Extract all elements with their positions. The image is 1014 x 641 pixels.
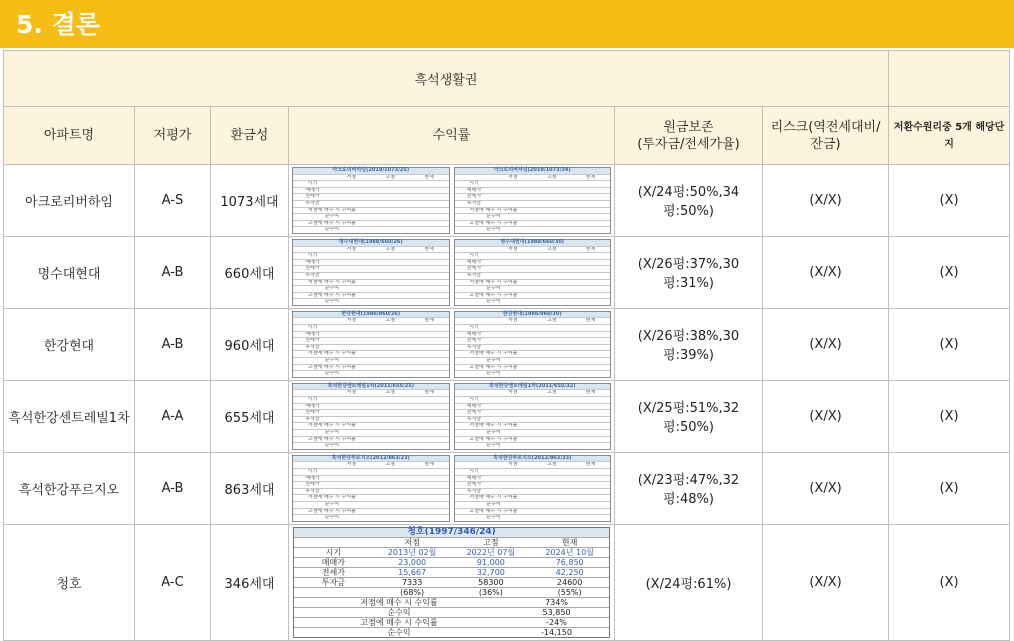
apartment-units: 863세대 (211, 452, 289, 524)
risk-value: (X/X) (763, 236, 889, 308)
conclusion-table (3, 50, 1010, 641)
mini-title: 명수대현대(1988/660/26) (293, 240, 449, 246)
group-header: 흑석생활권 (4, 51, 889, 107)
apartment-grade: A-S (135, 165, 211, 237)
risk-value: (X/X) (763, 452, 889, 524)
col-grade: 저평가 (135, 107, 211, 165)
return-mini-table: 명수대현대(1988/660/26) 저점 고점 현재 시기 매매가 전세가 투자금 저점에 매수 시 수익률 순수익 고점에 매수 시 수익률 순수익 (292, 239, 450, 306)
return-cell (289, 165, 615, 237)
apartment-row (4, 452, 1010, 524)
apartment-row (4, 380, 1010, 452)
principal-value: (X/26평:38%,30평:39%) (615, 308, 763, 380)
apartment-row (4, 165, 1010, 237)
return-mini-table: 명수대현대(1988/660/30) 저점 고점 현재 시기 매매가 전세가 투자금 저점에 매수 시 수익률 순수익 고점에 매수 시 수익률 순수익 (454, 239, 612, 306)
apartment-grade: A-C (135, 524, 211, 640)
apartment-row (4, 236, 1010, 308)
mini-title: 한강현대(1986/960/30) (455, 312, 611, 318)
mini-title: 명수대현대(1988/660/30) (455, 240, 611, 246)
risk-value: (X/X) (763, 524, 889, 640)
mini-title: 한강현대(1986/960/26) (293, 312, 449, 318)
apartment-name: 아크로리버하임 (4, 165, 135, 237)
apartment-units: 655세대 (211, 380, 289, 452)
col-return: 수익률 (289, 107, 615, 165)
apartment-units: 660세대 (211, 236, 289, 308)
group-header-blank (889, 51, 1010, 107)
return-cell (289, 452, 615, 524)
match-value: (X) (889, 380, 1010, 452)
return-mini-table: 흑석한강푸르지오(2012/863/33) 저점 고점 현재 시기 매매가 전세가 투자금 저점에 매수 시 수익률 순수익 고점에 매수 시 수익률 순수익 (454, 455, 612, 522)
apartment-grade: A-B (135, 308, 211, 380)
mini-title: 아크로리버하임(2019/1073/34) (455, 168, 611, 174)
risk-value: (X/X) (763, 165, 889, 237)
column-header-row (4, 107, 1010, 165)
apartment-grade: A-B (135, 236, 211, 308)
apartment-name: 한강현대 (4, 308, 135, 380)
apartment-units: 960세대 (211, 308, 289, 380)
section-title: 5. 결론 (16, 10, 100, 39)
apartment-row (4, 308, 1010, 380)
return-cell (289, 236, 615, 308)
mini-title: 흑석한강푸르지오(2012/863/33) (455, 456, 611, 462)
return-mini-table: 흑석한강푸르지오(2012/863/23) 저점 고점 현재 시기 매매가 전세가 투자금 저점에 매수 시 수익률 순수익 고점에 매수 시 수익률 순수익 (292, 455, 450, 522)
col-apartment: 아파트명 (4, 107, 135, 165)
apartment-name: 명수대현대 (4, 236, 135, 308)
return-table-cheongho: 청호(1997/346/24) 저점 고점 현재 시기 2013년 02월 2022년 07월 2024년 10월 매매가 23,000 91,000 76,850 전세가 15,667 32,700 42,250 투자금 7333 58300 24600 (68%) (36%) (55%) 저점에 매수 시 수익률 734% 순수익 53,850 고점에 매수 시 수익률 -24% 순수익 -14,150 (293, 527, 610, 638)
apartment-units: 346세대 (211, 524, 289, 640)
col-liquidity: 환금성 (211, 107, 289, 165)
mini-title: 흑석한강센트레빌1차(2011/655/32) (455, 384, 611, 390)
match-value: (X) (889, 452, 1010, 524)
return-mini-table: 흑석한강센트레빌1차(2011/655/25) 저점 고점 현재 시기 매매가 전세가 투자금 저점에 매수 시 수익률 순수익 고점에 매수 시 수익률 순수익 (292, 383, 450, 450)
return-cell (289, 308, 615, 380)
mini-title: 흑석한강센트레빌1차(2011/655/25) (293, 384, 449, 390)
principal-value: (X/25평:51%,32평:50%) (615, 380, 763, 452)
return-mini-table: 흑석한강센트레빌1차(2011/655/32) 저점 고점 현재 시기 매매가 전세가 투자금 저점에 매수 시 수익률 순수익 고점에 매수 시 수익률 순수익 (454, 383, 612, 450)
risk-value: (X/X) (763, 308, 889, 380)
return-cell (289, 524, 615, 640)
section-title-bar (0, 0, 1014, 48)
col-match: 저환수원리중 5개 해당단지 (889, 107, 1010, 165)
return-cell (289, 380, 615, 452)
apartment-name: 청호 (4, 524, 135, 640)
match-value: (X) (889, 165, 1010, 237)
apartment-name: 흑석한강센트레빌1차 (4, 380, 135, 452)
col-principal: 원금보존 (투자금/전세가율) (615, 107, 763, 165)
risk-value: (X/X) (763, 380, 889, 452)
return-mini-table: 아크로리버하임(2019/1073/25) 저점 고점 현재 시기 매매가 전세가 투자금 저점에 매수 시 수익률 순수익 고점에 매수 시 수익률 순수익 (292, 167, 450, 234)
principal-value: (X/24평:50%,34평:50%) (615, 165, 763, 237)
apartment-row (4, 524, 1010, 640)
principal-value: (X/23평:47%,32평:48%) (615, 452, 763, 524)
apartment-grade: A-A (135, 380, 211, 452)
apartment-units: 1073세대 (211, 165, 289, 237)
apartment-grade: A-B (135, 452, 211, 524)
mini-title: 아크로리버하임(2019/1073/25) (293, 168, 449, 174)
return-mini-table: 한강현대(1986/960/26) 저점 고점 현재 시기 매매가 전세가 투자금 저점에 매수 시 수익률 순수익 고점에 매수 시 수익률 순수익 (292, 311, 450, 378)
match-value: (X) (889, 236, 1010, 308)
principal-value: (X/24평:61%) (615, 524, 763, 640)
match-value: (X) (889, 308, 1010, 380)
return-mini-table: 아크로리버하임(2019/1073/34) 저점 고점 현재 시기 매매가 전세가 투자금 저점에 매수 시 수익률 순수익 고점에 매수 시 수익률 순수익 (454, 167, 612, 234)
return-mini-table: 한강현대(1986/960/30) 저점 고점 현재 시기 매매가 전세가 투자금 저점에 매수 시 수익률 순수익 고점에 매수 시 수익률 순수익 (454, 311, 612, 378)
mini-title: 흑석한강푸르지오(2012/863/23) (293, 456, 449, 462)
col-risk: 리스크(역전세대비/ 잔금) (763, 107, 889, 165)
apartment-name: 흑석한강푸르지오 (4, 452, 135, 524)
match-value: (X) (889, 524, 1010, 640)
principal-value: (X/26평:37%,30평:31%) (615, 236, 763, 308)
